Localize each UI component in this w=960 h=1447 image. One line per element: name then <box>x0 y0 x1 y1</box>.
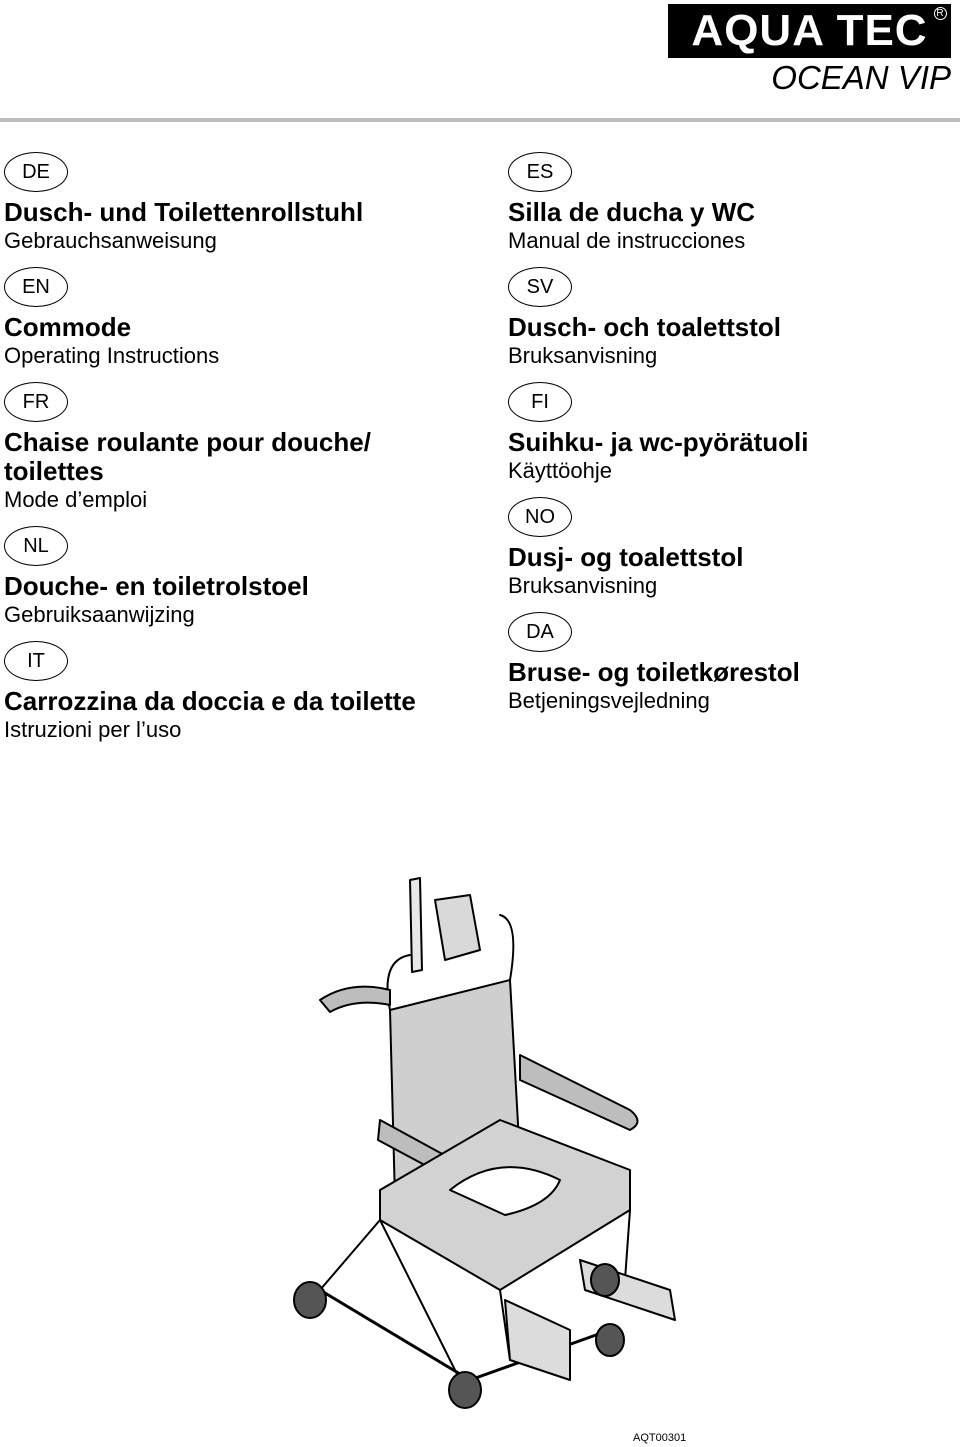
product-title: Douche- en toiletrolstoel <box>4 571 309 601</box>
brand-logo <box>668 4 954 97</box>
product-title: Bruse- og toiletkørestol <box>508 657 800 687</box>
lang-block-de <box>4 152 444 255</box>
registered-mark: R <box>934 7 947 20</box>
product-title: Suihku- ja wc-pyörätuoli <box>508 427 809 457</box>
language-badge: DA <box>508 612 572 652</box>
language-badge: FI <box>508 382 572 422</box>
product-title: Dusch- och toalettstol <box>508 312 782 342</box>
product-title: Dusch- und Toilettenrollstuhl <box>4 197 364 227</box>
shower-commode-chair-illustration <box>270 860 720 1440</box>
manual-subtitle: Bruksanvisning <box>508 343 658 368</box>
manual-subtitle: Istruzioni per l’uso <box>4 717 182 742</box>
product-title: Dusj- og toalettstol <box>508 542 744 572</box>
lang-block-it <box>4 641 444 744</box>
language-badge: NO <box>508 497 572 537</box>
manual-subtitle: Betjeningsvejledning <box>508 688 710 713</box>
language-badge: SV <box>508 267 572 307</box>
lang-block-sv <box>508 267 948 370</box>
illustration-code: AQT00301 <box>633 1432 687 1444</box>
lang-block-da <box>508 612 948 715</box>
language-badge: FR <box>4 382 68 422</box>
manual-subtitle: Operating Instructions <box>4 343 220 368</box>
logo-wordmark: AQUA TEC R <box>668 4 951 58</box>
product-title: Carrozzina da doccia e da toilette <box>4 686 416 716</box>
manual-subtitle: Manual de instrucciones <box>508 228 746 253</box>
manual-subtitle: Bruksanvisning <box>508 573 658 598</box>
manual-subtitle: Gebrauchsanweisung <box>4 228 217 253</box>
product-title: Commode <box>4 312 132 342</box>
lang-block-en <box>4 267 444 370</box>
language-badge: DE <box>4 152 68 192</box>
lang-block-fr <box>4 382 444 514</box>
lang-block-nl <box>4 526 444 629</box>
lang-block-fi <box>508 382 948 485</box>
manual-subtitle: Mode d’emploi <box>4 487 148 512</box>
manual-subtitle: Käyttöohje <box>508 458 612 483</box>
header-divider <box>0 118 960 122</box>
lang-block-no <box>508 497 948 600</box>
manual-subtitle: Gebruiksaanwijzing <box>4 602 195 627</box>
lang-block-es <box>508 152 948 255</box>
product-title: Chaise roulante pour douche/ toilettes <box>4 427 371 486</box>
language-badge: NL <box>4 526 68 566</box>
language-column-left <box>4 152 444 756</box>
language-badge: IT <box>4 641 68 681</box>
product-title: Silla de ducha y WC <box>508 197 756 227</box>
language-badge: EN <box>4 267 68 307</box>
language-column-right <box>508 152 948 727</box>
model-name: OCEAN VIP <box>771 59 951 96</box>
language-badge: ES <box>508 152 572 192</box>
